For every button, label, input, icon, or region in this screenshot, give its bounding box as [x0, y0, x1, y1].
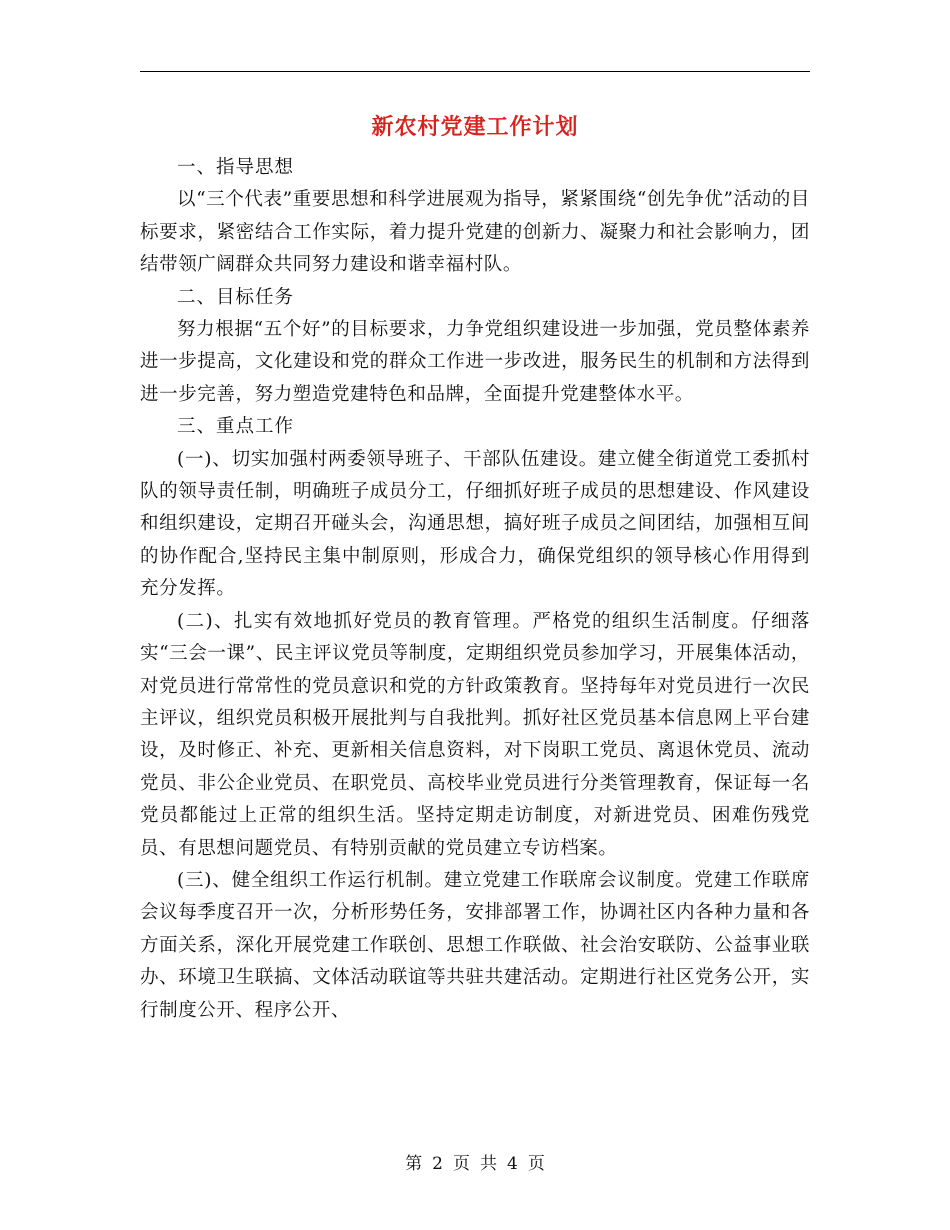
header-rule	[140, 71, 810, 72]
footer-total-label: 共	[480, 1154, 497, 1174]
footer-page-unit: 页	[453, 1154, 470, 1174]
footer-current-page: 2	[432, 1154, 443, 1174]
footer-total-unit: 页	[527, 1154, 545, 1174]
document-body	[140, 152, 810, 1027]
paragraph-key-work-1: (一)、切实加强村两委领导班子、干部队伍建设。建立健全街道党工委抓村队的领导责任制，明确班子成员分工，仔细抓好班子成员的思想建设、作风建设和组织建设，定期召开碰头会，沟通思想，搞好班子成员之间团结，加强相互间的协作配合,坚持民主集中制原则，形成合力，确保党组织的领导核心作用得到充分发挥。	[140, 448, 810, 600]
paragraph-key-work-3: (三)、健全组织工作运行机制。建立党建工作联席会议制度。党建工作联席会议每季度召开一次，分析形势任务，安排部署工作，协调社区内各种力量和各方面关系，深化开展党建工作联创、思想工作联做、社会治安联防、公益事业联办、环境卫生联搞、文体活动联谊等共驻共建活动。定期进行社区党务公开，实行制度公开、程序公开、	[140, 869, 810, 1021]
document-title: 新农村党建工作计划	[371, 114, 579, 140]
section-heading-guiding-ideology: 一、指导思想	[177, 157, 295, 178]
paragraph-guiding-ideology: 以“三个代表”重要思想和科学进展观为指导，紧紧围绕“创先争优”活动的目标要求，紧密结合工作实际，着力提升党建的创新力、凝聚力和社会影响力，团结带领广阔群众共同努力建设和谐幸福村队。	[140, 189, 810, 276]
footer-total-pages: 4	[507, 1154, 518, 1174]
paragraph-objectives: 努力根据“五个好”的目标要求，力争党组织建设进一步加强，党员整体素养进一步提高，文化建设和党的群众工作进一步改进，服务民生的机制和方法得到进一步完善，努力塑造党建特色和品牌，全面提升党建整体水平。	[140, 319, 810, 405]
section-heading-objectives: 二、目标任务	[177, 286, 295, 308]
paragraph-key-work-2: (二)、扎实有效地抓好党员的教育管理。严格党的组织生活制度。仔细落实“三会一课”、民主评议党员等制度，定期组织党员参加学习，开展集体活动，对党员进行常常性的党员意识和党的方针政策教育。坚持每年对党员进行一次民主评议，组织党员积极开展批判与自我批判。抓好社区党员基本信息网上平台建设，及时修正、补充、更新相关信息资料，对下岗职工党员、离退休党员、流动党员、非公企业党员、在职党员、高校毕业党员进行分类管理教育，保证每一名党员都能过上正常的组织生活。坚持定期走访制度，对新进党员、困难伤残党员、有思想问题党员、有特别贡献的党员建立专访档案。	[140, 610, 810, 859]
section-heading-key-work: 三、重点工作	[177, 416, 295, 438]
footer-page-label: 第	[405, 1154, 423, 1174]
page-number-footer	[0, 1152, 950, 1176]
